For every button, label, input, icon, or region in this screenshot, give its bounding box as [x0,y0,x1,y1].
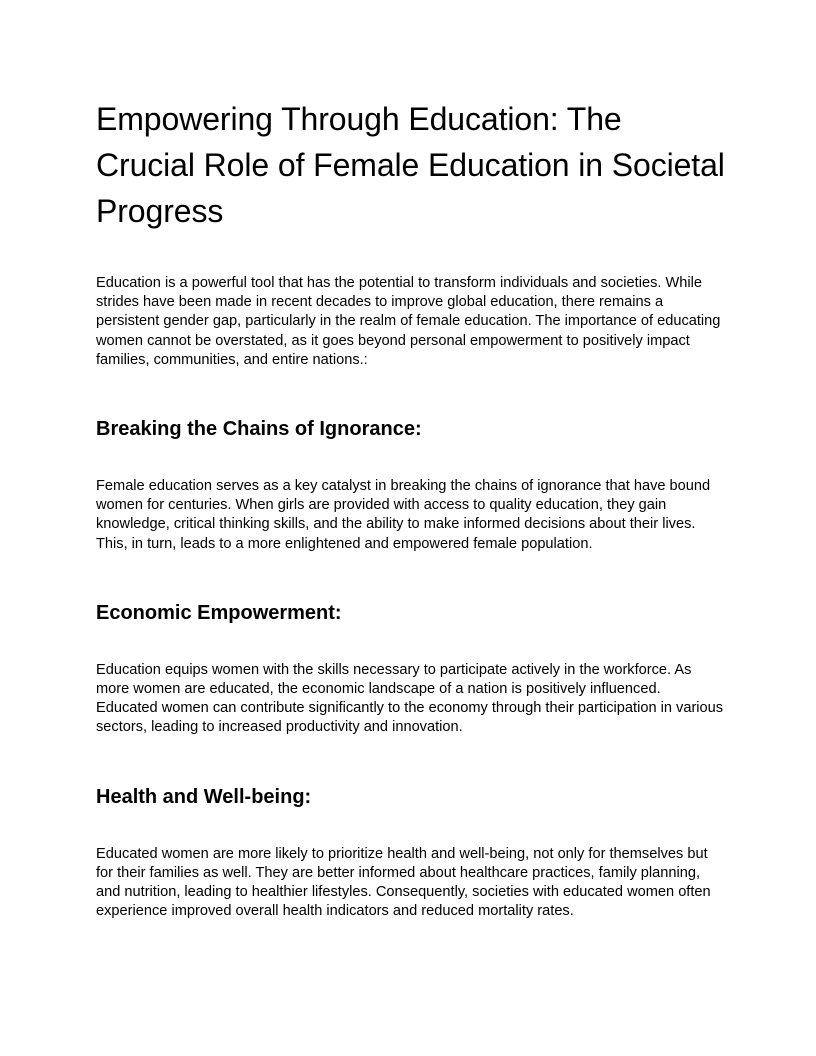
section-paragraph: Female education serves as a key catalyst in breaking the chains of ignorance that have bound women for centuries. When girls are provided with access to quality education, they gain knowledge, critical thinking skills, and the ability to make informed decisions about their lives. This, in turn, leads to a more enlightened and empowered female population. [96,478,711,552]
section-health-wellbeing [96,784,726,922]
section-paragraph: Education equips women with the skills necessary to participate actively in the workforce. As more women are educated, the economic landscape of a nation is positively influenced. Educated women can contribute significantly to the economy through their participation in various sectors, leading to increased productivity and innovation. [96,661,724,736]
intro-paragraph: Education is a powerful tool that has the potential to transform individuals and societies. While strides have been made in recent decades to improve global education, there remains a persistent gender gap, particularly in the realm of female education. The importance of educating women cannot be overstated, as it goes beyond personal empowerment to positively impact families, communities, and entire nations.: [96,275,721,368]
section-economic-empowerment [96,600,726,738]
section-heading: Breaking the Chains of Ignorance: [96,418,422,441]
section-paragraph: Educated women are more likely to prioritize health and well-being, not only for themselves but for their families as well. They are better informed about healthcare practices, family planning, and nutrition, leading to healthier lifestyles. Consequently, societies with educated women often experience improved overall health indicators and reduced mortality rates. [96,845,711,920]
section-heading: Health and Well-being: [96,785,312,808]
document-title: Empowering Through Education: The Crucial Role of Female Education in Societal Progress [96,101,725,229]
section-heading: Economic Empowerment: [96,601,342,624]
section-breaking-chains [96,416,726,554]
document-page [96,96,726,921]
